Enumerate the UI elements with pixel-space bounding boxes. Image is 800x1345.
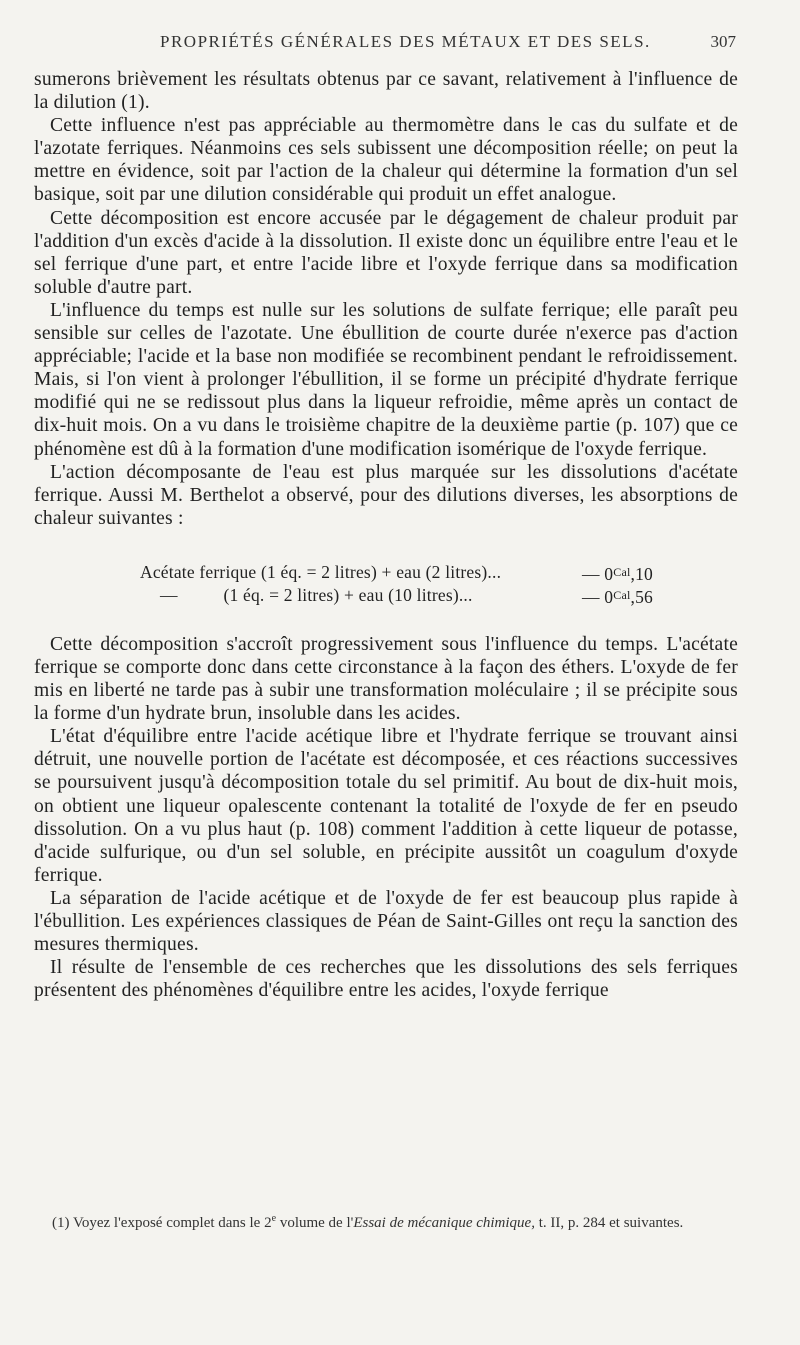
page-number: 307 — [710, 32, 736, 51]
formula-row-2-lhs: — (1 éq. = 2 litres) + eau (10 litres)... — [160, 584, 473, 605]
paragraph-4: L'influence du temps est nulle sur les solutions de sulfate ferrique; elle paraît peu sensible sur celles de l'azotate. Une ébullition de courte durée n'exerce pas d'action appréciable; l'acide et la base non modifiée se recombinent pendant le refroidissement. Mais, si l'on vient à prolonger l'ébullition, il se forme un précipité d'hydrate ferrique modifié qui ne se redissout plus dans la liqueur refroidie, même après un contact de dix-huit mois. On a vu dans le troisième chapitre de la deuxième partie (p. 107) que ce phénomène est dû à la formation d'une modification isomérique de l'oxyde ferrique. — [34, 299, 738, 460]
running-title: PROPRIÉTÉS GÉNÉRALES DES MÉTAUX ET DES SELS. — [160, 32, 651, 51]
paragraph-8: La séparation de l'acide acétique et de l'oxyde de fer est beaucoup plus rapide à l'ébullition. Les expériences classiques de Péan de Saint-Gilles ont reçu la sanction des mesures thermiques. — [34, 887, 738, 956]
paragraph-2: Cette influence n'est pas appréciable au thermomètre dans le cas du sulfate et de l'azotate ferriques. Néanmoins ces sels subissent une décomposition réelle; on peut la mettre en évidence, soit par l'action de la chaleur qui détermine la formation d'un sel basique, soit par une dilution considérable qui produit un effet analogue. — [34, 115, 738, 206]
formula-row-1 — [34, 561, 738, 584]
paragraph-5: L'action décomposante de l'eau est plus marquée sur les dissolutions d'acétate ferrique. Aussi M. Berthelot a observé, pour des dilutions diverses, les absorptions de chaleur suivantes : — [34, 461, 738, 529]
footnote-tail: t. II, p. 284 et suivantes. — [534, 1215, 684, 1231]
formula-row-2 — [34, 584, 738, 607]
formula-row-1-prefix: — 0 — [582, 563, 614, 584]
paragraph-3: Cette décomposition est encore accusée par le dégagement de chaleur produit par l'addition d'un excès d'acide à la dissolution. Il existe donc un équilibre entre l'eau et le sel ferrique d'une part, et entre l'acide libre et l'oxyde ferrique dans sa modification soluble d'autre part. — [34, 207, 738, 298]
footnote — [34, 1209, 738, 1233]
footnote-text — [34, 1209, 738, 1233]
footnote-lead: (1) Voyez l'exposé complet dans le 2 — [52, 1215, 272, 1231]
formula-row-1-unit: Cal — [613, 564, 631, 579]
formula-row-2-prefix: — 0 — [582, 586, 614, 607]
formula-row-2-unit: Cal — [613, 587, 631, 602]
formula-row-1-lhs: Acétate ferrique (1 éq. = 2 litres) + eau (2 litres)... — [140, 561, 502, 582]
formula-row-2-rhs — [582, 584, 653, 609]
body-text — [34, 68, 738, 1002]
footnote-book-title: Essai de mécanique chimique, — [353, 1215, 535, 1231]
paragraph-6: Cette décomposition s'accroît progressivement sous l'influence du temps. L'acétate ferrique se comporte donc dans cette circonstance à la façon des éthers. L'oxyde de fer mis en liberté ne tarde pas à subir une transformation moléculaire ; il se précipite sous la forme d'un hydrate brun, insoluble dans les acides. — [34, 633, 738, 725]
heat-absorption-formula — [34, 561, 738, 607]
running-header — [34, 30, 736, 56]
paragraph-7: L'état d'équilibre entre l'acide acétique libre et l'hydrate ferrique se trouvant ainsi détruit, une nouvelle portion de l'acétate est décomposée, et ces réactions successives se poursuivent jusqu'à décomposition totale du sel primitif. Au bout de dix-huit mois, on obtient une liqueur opalescente contenant la totalité de l'oxyde de fer en pseudo dissolution. On a vu plus haut (p. 108) comment l'addition à cette liqueur de potasse, d'acide sulfurique, ou d'un sel soluble, en précipite aussitôt un coagulum d'oxyde ferrique. — [34, 726, 738, 886]
formula-row-2-value: ,56 — [630, 586, 653, 607]
formula-row-1-value: ,10 — [630, 563, 653, 584]
formula-row-1-rhs — [582, 561, 653, 586]
footnote-sup: e — [271, 1213, 277, 1224]
paragraph-9: Il résulte de l'ensemble de ces recherches que les dissolutions des sels ferriques présentent des phénomènes d'équilibre entre les acides, l'oxyde ferrique — [34, 957, 738, 1002]
footnote-mid: volume de l' — [276, 1215, 354, 1231]
paragraph-1: sumerons brièvement les résultats obtenus par ce savant, relativement à l'influence de la dilution (1). — [34, 69, 738, 114]
